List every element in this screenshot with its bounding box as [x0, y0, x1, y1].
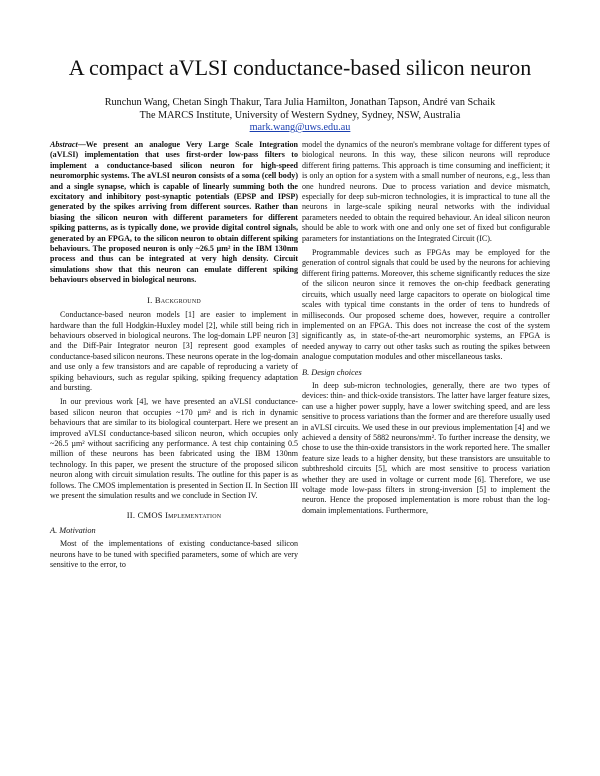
subsection-heading-design-choices: B. Design choices	[302, 367, 362, 377]
paragraph: In deep sub-micron technologies, generally, there are two types of devices: thin- and thick-oxide transistors. The latter have larger feature sizes, can use a higher power supply, have a lower switching speed, and are less sensitive to process variations than the former and are therefore usually used in aVLSI circuits. We used these in our previous implementation [4] and we achieved a density of 5882 neurons/mm². To further increase the density, we chose to use the thin-oxide transistors in the work reported here. The smaller feature size leads to a higher density, but these transistors are unsuitable to subthreshold circuits [5], which are most sensitive to process variation whether they are used in voltage or current mode [6]. Therefore, we use voltage mode low-pass filters in strong-inversion [5] to implement the neuron. Hence the proposed implementation is more robust than the log-domain implementations. Furthermore,	[302, 380, 550, 515]
affiliation: The MARCS Institute, University of Western Sydney, Sydney, NSW, Australia	[139, 109, 461, 121]
section-number: II.	[126, 510, 136, 521]
email-link[interactable]: mark.wang@uws.edu.au	[249, 122, 351, 133]
section-heading-background	[50, 295, 298, 305]
section-heading-cmos	[50, 510, 298, 520]
abstract	[50, 140, 298, 286]
left-column	[50, 140, 298, 574]
abstract-lead: Abstract	[50, 140, 78, 149]
subsection-heading-motivation: A. Motivation	[50, 525, 96, 535]
paragraph: model the dynamics of the neuron's membrane voltage for different types of biological neurons. In this way, these silicon neurons will reproduce different firing patterns. This approach is time consuming and inefficient; it is only an option for a system with a small number of neurons, e.g., less than one hundred neurons. Due to process variation and device mismatch, especially for deep sub-micron technologies, it is impractical to tune all the neurons in large-scale spiking neural networks with the individual parameters needed to obtain the required behaviour. An ideal silicon neuron should be able to work with one and only one set of fixed but configurable parameters for instantiations on the Integrated Circuit (IC).	[302, 140, 550, 243]
paragraph: Programmable devices such as FPGAs may be employed for the generation of control signals that could be used by the neurons for achieving different firing patterns. Moreover, this scheme significantly reduces the size of the silicon neuron since it removes the on-chip feedback generating circuits, which usually need large capacitors to operate on biological time scales with typical time constants in the order of tens to hundreds of milliseconds. Our proposed scheme does, however, require a controller implemented on an FPGA. This does not increase the cost of the system significantly as, in state-of-the-art neuromorphic systems, an FPGA is needed anyway to carry out other tasks such as routing the spikes between analogue computation modules and other miscellaneous tasks.	[302, 248, 550, 362]
section-number: I.	[147, 294, 153, 305]
paragraph: Most of the implementations of existing conductance-based silicon neurons have to be tuned with specified parameters, some of which are very sensitive to the error, to	[50, 539, 298, 570]
section-title: CMOS Implementation	[137, 510, 222, 521]
right-column	[302, 140, 550, 520]
abstract-text: —We present an analogue Very Large Scale Integration (aVLSI) implementation that uses first-order low-pass filters to implement a conductance-based silicon neuron for high-speed neuromorphic systems. The aVLSI neuron consists of a soma (cell body) and a single synapse, which is capable of linearly summing both the excitatory and inhibitory post-synaptic potentials (EPSP and IPSP) generated by the spikes arriving from different sources. Rather than biasing the silicon neuron with different parameters for different spiking patterns, as is typically done, we provide digital control signals, generated by an FPGA, to the silicon neuron to obtain different spiking behaviours. The proposed neuron is only ~26.5 µm² in the IBM 130nm process and thus can be integrated at very high density. Circuit simulations show that this neuron can emulate different spiking behaviours observed in biological neurons.	[50, 140, 298, 285]
paper-title: A compact aVLSI conductance-based silicon neuron	[68, 55, 532, 80]
author-block	[0, 97, 600, 135]
section-title: Background	[154, 294, 201, 305]
paragraph: In our previous work [4], we have presented an aVLSI conductance-based silicon neuron that occupies ~170 µm² and is rich in dynamic behaviours that are similar to its biological counterpart. Here we present an improved aVLSI conductance-based silicon neuron, which occupies only ~26.5 µm² without sacrificing any performance. A test chip containing 0.5 million of these neurons has been fabricated using the IBM 130nm technology. In this paper, we present the structure of the proposed silicon neuron along with circuit simulation results. The outline for this paper is as follows. The CMOS implementation is presented in Section II. In Section III we present the simulation results and we conclude in Section IV.	[50, 397, 298, 500]
author-list: Runchun Wang, Chetan Singh Thakur, Tara Julia Hamilton, Jonathan Tapson, André van Schaik	[104, 97, 496, 108]
paragraph: Conductance-based neuron models [1] are easier to implement in hardware than the full Hodgkin-Huxley model [2], while still being rich in behaviours observed in biological neurons. The log-domain LPF neuron [3] and the Diff-Pair Integrator neuron [3] represent good examples of conductance-based silicon neurons. These neurons operate in the log-domain and use only a few transistors and are capable of reproducing a variety of spiking behaviours, such as regular spiking, spiking frequency adaptation and bursting.	[50, 310, 298, 392]
